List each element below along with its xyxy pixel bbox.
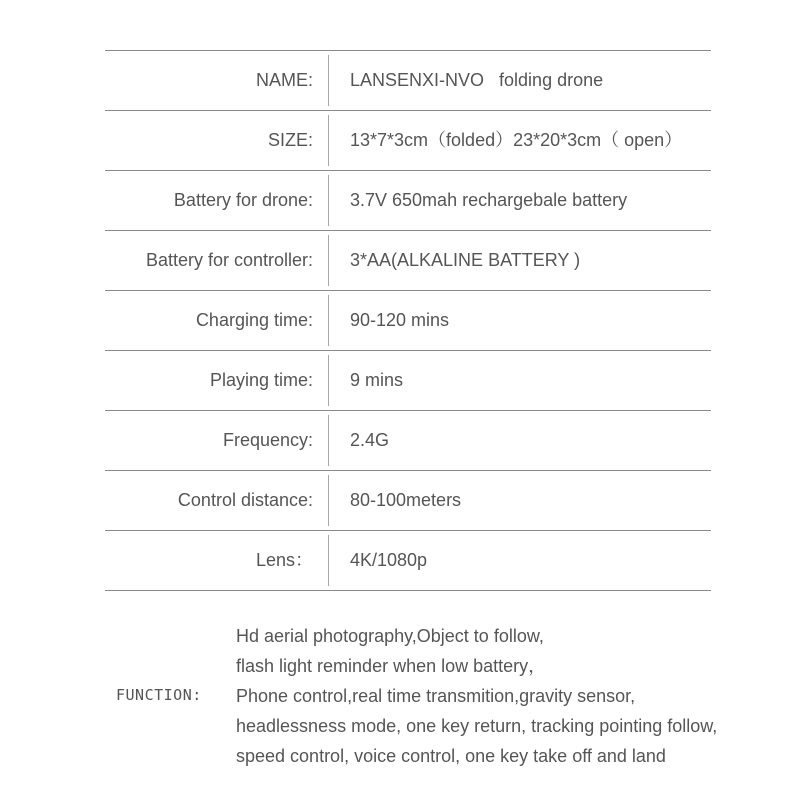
spec-label: Frequency: bbox=[222, 430, 313, 450]
spec-value: 90-120 mins bbox=[350, 310, 450, 330]
spec-value: 2.4G bbox=[350, 430, 390, 450]
function-label: FUNCTION: bbox=[116, 686, 202, 704]
spec-row-size bbox=[105, 111, 711, 171]
function-line: Phone control,real time transmition,gravity sensor, bbox=[236, 686, 636, 706]
spec-value: 3.7V 650mah rechargebale battery bbox=[350, 190, 628, 210]
spec-row-charging-time bbox=[105, 291, 711, 351]
spec-value: 4K/1080p bbox=[350, 550, 428, 570]
function-list bbox=[236, 621, 717, 771]
spec-row-battery-drone bbox=[105, 171, 711, 231]
spec-value: 13*7*3cm（folded）23*20*3cm（ open） bbox=[350, 130, 683, 150]
spec-row-playing-time bbox=[105, 351, 711, 411]
spec-label: Battery for controller: bbox=[145, 250, 313, 270]
spec-label: Lens： bbox=[255, 550, 313, 570]
function-line: flash light reminder when low battery， bbox=[236, 656, 547, 676]
function-line: speed control, voice control, one key take off and land bbox=[236, 746, 666, 766]
spec-row-control-distance bbox=[105, 471, 711, 531]
spec-value: 3*AA(ALKALINE BATTERY ) bbox=[350, 250, 581, 270]
spec-value: 9 mins bbox=[350, 370, 404, 390]
spec-label: Playing time: bbox=[209, 370, 313, 390]
spec-value: 80-100meters bbox=[350, 490, 462, 510]
spec-row-lens bbox=[105, 531, 711, 591]
spec-label: Battery for drone: bbox=[173, 190, 313, 210]
function-line: Hd aerial photography,Object to follow, bbox=[236, 626, 544, 646]
spec-label: Charging time: bbox=[195, 310, 313, 330]
spec-table bbox=[105, 50, 711, 591]
spec-row-name bbox=[105, 51, 711, 111]
spec-label: Control distance: bbox=[177, 490, 313, 510]
function-line: headlessness mode, one key return, tracking pointing follow, bbox=[236, 716, 718, 736]
spec-row-battery-controller bbox=[105, 231, 711, 291]
spec-label: NAME: bbox=[255, 70, 313, 90]
spec-label: SIZE: bbox=[267, 130, 313, 150]
spec-row-frequency bbox=[105, 411, 711, 471]
spec-value: LANSENXI-NVO folding drone bbox=[350, 70, 604, 90]
